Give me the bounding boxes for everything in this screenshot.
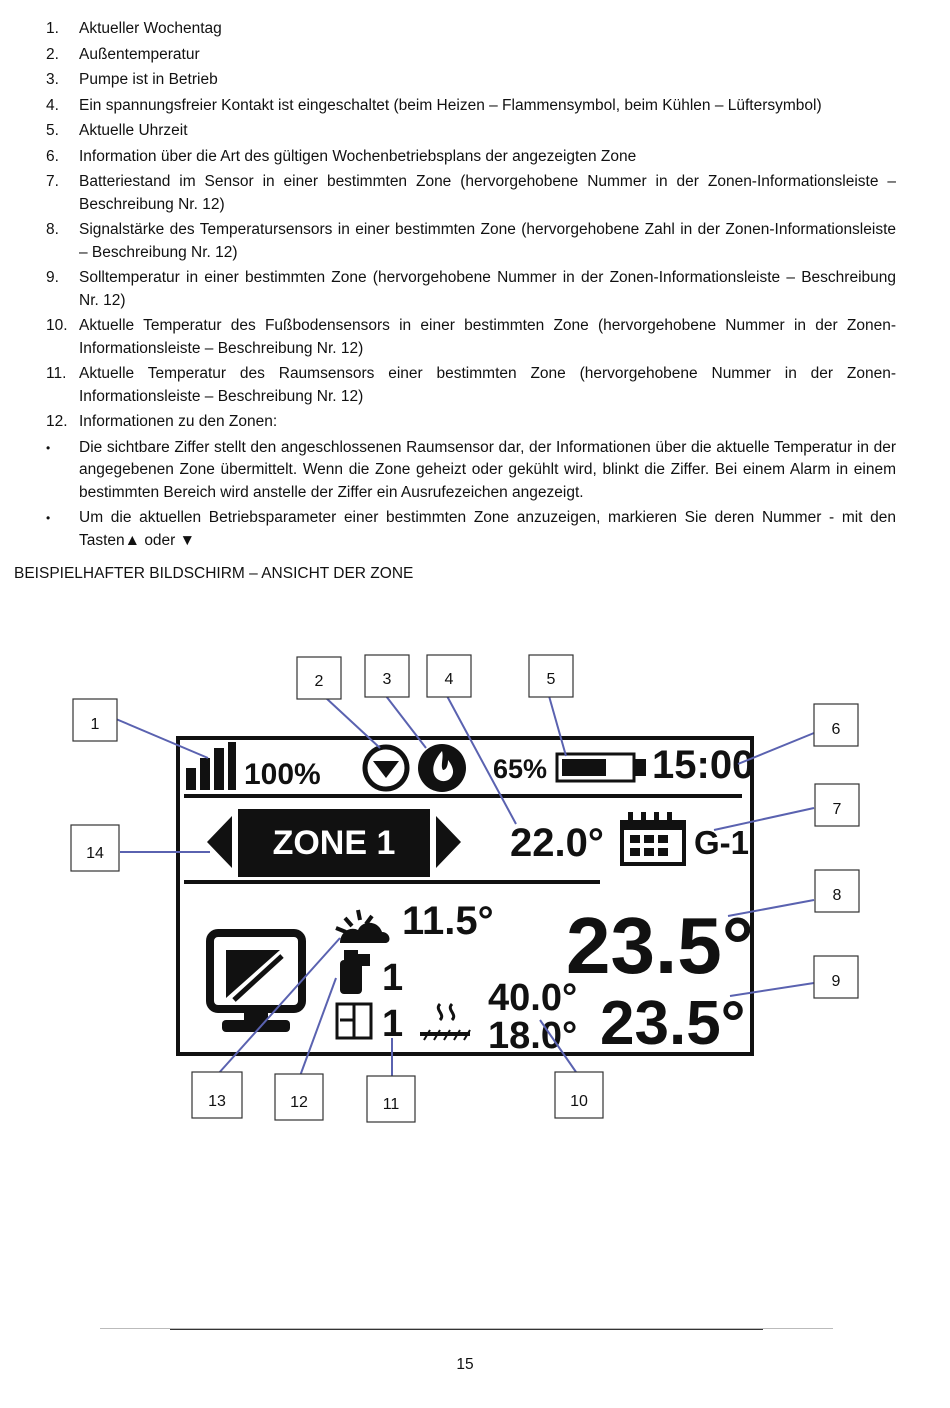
- list-text: Solltemperatur in einer bestimmten Zone (hervorgehobene Nummer in der Zonen-Informationsleiste – Beschreibung Nr. 12): [79, 269, 896, 309]
- list-text: Aktuelle Temperatur des Raumsensors einer bestimmten Zone (hervorgehobene Nummer in der Zonen-Informationsleiste – Beschreibung Nr. 12): [79, 365, 896, 405]
- callout-6: [814, 704, 858, 746]
- description-list: [0, 18, 950, 555]
- callout-14: [71, 825, 119, 871]
- list-item: [0, 146, 896, 169]
- zone-name: ZONE 1: [272, 824, 396, 862]
- list-text: Signalstärke des Temperatursensors in einer bestimmten Zone (hervorgehobene Zahl in der Zonen-Informationsleiste – Beschreibung Nr. 12): [79, 221, 896, 261]
- list-item: [0, 120, 896, 143]
- list-number: 6.: [46, 147, 59, 165]
- list-item: [0, 44, 896, 67]
- bullet-item: [0, 507, 896, 552]
- list-number: 1.: [46, 20, 59, 37]
- list-text: Batteriestand im Sensor in einer bestimmten Zone (hervorgehobene Nummer in der Zonen-Informationsleiste – Beschreibung Nr. 12): [79, 173, 896, 213]
- callout-7: [815, 784, 859, 826]
- list-item: [0, 18, 896, 41]
- floor-max-temp: 40.0°: [488, 977, 578, 1019]
- battery-percent: 65%: [493, 754, 548, 784]
- callout-label: 5: [546, 671, 556, 688]
- list-item: [0, 363, 896, 408]
- list-number: 8.: [46, 221, 59, 238]
- bullet-text: Um die aktuellen Betriebsparameter einer bestimmten Zone anzuzeigen, markieren Sie deren Nummer - mit den Tasten▲ oder ▼: [79, 509, 896, 549]
- callout-1: [73, 699, 117, 741]
- callout-5: [529, 655, 573, 697]
- callout-4: [427, 655, 471, 697]
- list-text: Ein spannungsfreier Kontakt ist eingeschaltet (beim Heizen – Flammensymbol, beim Kühlen – Lüftersymbol): [79, 96, 822, 114]
- set-temp: 23.5°: [600, 989, 746, 1058]
- lcd-diagram: [0, 620, 950, 1140]
- callout-9: [814, 956, 858, 998]
- list-item: [0, 69, 896, 92]
- list-number: 7.: [46, 173, 59, 190]
- page-number: 15: [456, 1356, 474, 1373]
- bullet-item: [0, 437, 896, 505]
- list-item: [0, 95, 930, 118]
- bullet-symbol: •: [46, 440, 51, 455]
- callout-label: 1: [90, 716, 100, 733]
- list-number: 4.: [46, 96, 59, 114]
- list-number: 5.: [46, 122, 59, 139]
- bullet-text: Die sichtbare Ziffer stellt den angeschlossenen Raumsensor dar, der Informationen über die aktuelle Temperatur in der angegebenen Zone übermittelt. Wenn die Zone geheizt oder gekühlt wird, blinkt die Ziffer. Bei einem Alarm in einem bestimmten Bereich wird anstelle der Ziffer ein Ausrufezeichen angezeigt.: [79, 438, 896, 501]
- signal-percent: 100%: [244, 758, 321, 791]
- footer-rule-inner: [170, 1329, 763, 1330]
- sensor-count-b: 1: [382, 1003, 404, 1045]
- list-item: [0, 267, 896, 312]
- list-text: Aktuelle Temperatur des Fußbodensensors in einer bestimmten Zone (hervorgehobene Nummer in der Zonen-Informationsleiste – Beschreibung Nr. 12): [79, 317, 896, 357]
- list-item: [0, 171, 896, 216]
- list-number: 2.: [46, 45, 59, 63]
- current-temp: 23.5°: [566, 901, 754, 990]
- flame-icon: [418, 744, 466, 792]
- list-number: 11.: [46, 365, 67, 382]
- callout-8: [815, 870, 859, 912]
- callout-label: 8: [832, 887, 842, 904]
- callout-11: [367, 1076, 415, 1122]
- schedule-label: G-1: [694, 824, 750, 861]
- callout-10: [555, 1072, 603, 1118]
- callout-label: 10: [570, 1093, 588, 1110]
- callout-label: 13: [208, 1093, 226, 1110]
- list-number: 12.: [46, 413, 68, 430]
- callout-13: [192, 1072, 242, 1118]
- floor-min-temp: 18.0°: [488, 1015, 578, 1057]
- bullet-symbol: •: [46, 511, 51, 525]
- callout-label: 6: [831, 721, 841, 738]
- list-text: Information über die Art des gültigen Wochenbetriebsplans der angezeigten Zone: [79, 147, 637, 165]
- section-heading: BEISPIELHAFTER BILDSCHIRM – ANSICHT DER ZONE: [14, 565, 414, 582]
- window-icon: [337, 1004, 371, 1038]
- battery-icon: [557, 754, 646, 781]
- list-text: Informationen zu den Zonen:: [79, 413, 278, 430]
- callout-2: [297, 657, 341, 699]
- list-number: 10.: [46, 317, 68, 334]
- list-text: Außentemperatur: [79, 45, 200, 63]
- callout-label: 7: [832, 801, 842, 818]
- callout-12: [275, 1074, 323, 1120]
- callout-label: 2: [314, 673, 324, 690]
- callout-label: 11: [382, 1096, 400, 1113]
- callout-label: 4: [444, 671, 454, 688]
- list-text: Pumpe ist in Betrieb: [79, 71, 218, 88]
- list-number: 3.: [46, 71, 59, 88]
- pump-icon: [365, 747, 407, 789]
- list-item: [0, 411, 896, 434]
- list-text: Aktuelle Uhrzeit: [79, 122, 188, 139]
- sensor-count-a: 1: [382, 957, 404, 999]
- callout-label: 3: [382, 671, 392, 688]
- list-item: [0, 315, 896, 360]
- callout-3: [365, 655, 409, 697]
- list-text: Aktueller Wochentag: [79, 20, 222, 37]
- callout-label: 9: [831, 973, 841, 990]
- clock-time: 15:00: [652, 743, 755, 787]
- list-number: 9.: [46, 269, 59, 286]
- list-item: [0, 219, 896, 264]
- weather-temp: 11.5°: [402, 899, 494, 943]
- outdoor-temp: 22.0°: [510, 821, 604, 865]
- callout-label: 14: [86, 845, 104, 862]
- callout-label: 12: [290, 1094, 308, 1111]
